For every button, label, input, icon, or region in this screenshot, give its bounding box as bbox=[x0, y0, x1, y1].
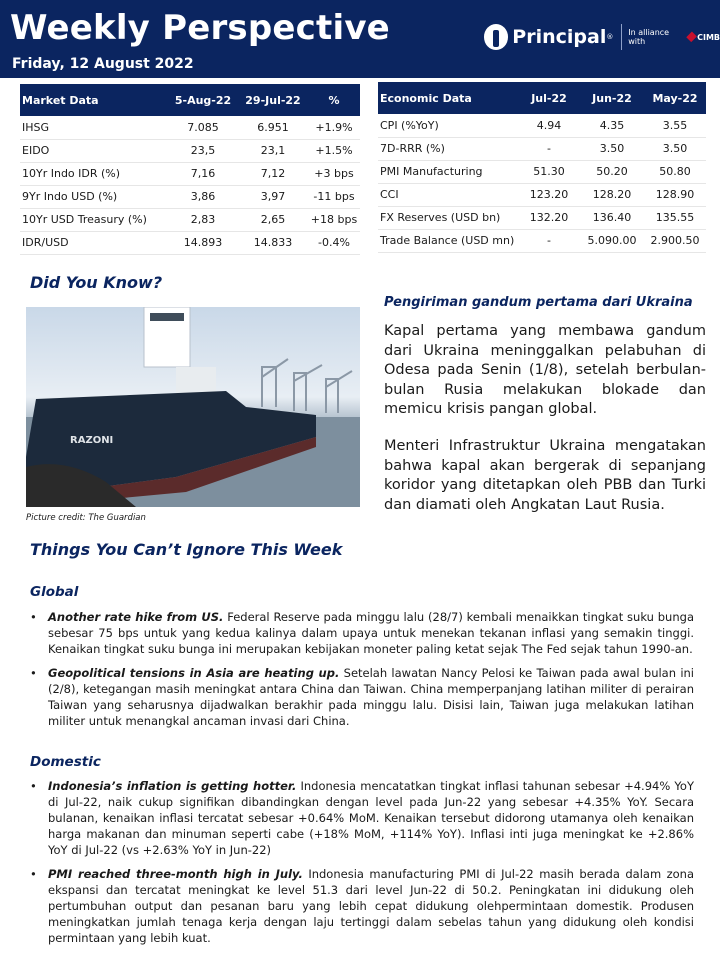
did-you-know-title: Did You Know? bbox=[30, 273, 163, 292]
table-header-row bbox=[20, 84, 360, 116]
ship-photo bbox=[26, 307, 360, 507]
table-cell: 10Yr Indo IDR (%) bbox=[20, 162, 168, 185]
table-cell: 4.94 bbox=[518, 114, 580, 137]
table-cell: +18 bps bbox=[308, 208, 360, 231]
table-cell: CPI (%YoY) bbox=[378, 114, 518, 137]
photo-credit: Picture credit: The Guardian bbox=[26, 513, 146, 523]
column-header: % bbox=[308, 84, 360, 116]
table-cell: 2,65 bbox=[238, 208, 308, 231]
article-paragraph-1: Kapal pertama yang membawa gandum dari Ukraina meninggalkan pelabuhan di Odesa pada Senin (1/8), setelah berbulan-bulan Rusia melakukan blokade dan memicu krisis pangan global. bbox=[384, 323, 706, 417]
table-row bbox=[378, 183, 706, 206]
alliance-text: In alliance with bbox=[628, 28, 670, 46]
column-header: Jun-22 bbox=[580, 82, 644, 114]
page-title: Weekly Perspective bbox=[10, 8, 390, 48]
table-cell: EIDO bbox=[20, 139, 168, 162]
table-cell: 128.90 bbox=[644, 183, 706, 206]
news-text: Indonesia mencatatkan tingkat inflasi tahunan sebesar +4.94% YoY di Jul-22, naik cukup signifikan dibandingkan dengan level pada Jun-22 yang sebesar +4.35% YoY. Secara bulanan, kenaikan inflasi tercatat sebesar +0.64% MoM. Kenaikan tersebut didorong utamanya oleh kenaikan harga makanan dan minuman seperti cabe (+18% MoM, +114% YoY). Inflasi inti juga meningkat ke +2.86% YoY di Jul-22 (vs +2.63% YoY in Jun-22) bbox=[48, 779, 694, 857]
table-row bbox=[378, 229, 706, 252]
table-header-row bbox=[378, 82, 706, 114]
cimb-logo-icon bbox=[686, 32, 697, 43]
table-row bbox=[20, 139, 360, 162]
table-cell: 9Yr Indo USD (%) bbox=[20, 185, 168, 208]
table-row bbox=[378, 114, 706, 137]
economic-data-table bbox=[378, 82, 706, 253]
list-item bbox=[30, 665, 694, 729]
domestic-subtitle: Domestic bbox=[30, 754, 101, 770]
table-cell: Trade Balance (USD mn) bbox=[378, 229, 518, 252]
table-row bbox=[20, 185, 360, 208]
table-cell: 7D-RRR (%) bbox=[378, 137, 518, 160]
table-row bbox=[20, 162, 360, 185]
logo-divider bbox=[621, 24, 622, 50]
table-cell: -0.4% bbox=[308, 231, 360, 254]
domestic-news-list bbox=[30, 778, 694, 954]
news-text: Indonesia manufacturing PMI di Jul-22 masih berada dalam zona ekspansi dan tercatat meningkat ke level 51.3 dari level Jun-22 di 50.2. Peningkatan ini didukung oleh pertumbuhan output dan pesanan baru yang lebih cepat didukung olehpermintaan domestik. Produsen meningkatkan jumlah tenaga kerja dengan laju tertinggi dalam sebelas tahun yang didukung oleh kondisi permintaan yang lebih kuat. bbox=[48, 867, 695, 945]
news-lead: PMI reached three-month high in July. bbox=[48, 867, 303, 881]
column-header: 29-Jul-22 bbox=[238, 84, 308, 116]
table-cell: 3.50 bbox=[580, 137, 644, 160]
column-header: Jul-22 bbox=[518, 82, 580, 114]
table-cell: +1.9% bbox=[308, 116, 360, 139]
principal-logo-icon bbox=[484, 24, 508, 50]
news-lead: Geopolitical tensions in Asia are heating up. bbox=[48, 666, 340, 680]
table-row bbox=[20, 116, 360, 139]
table-cell: 3,97 bbox=[238, 185, 308, 208]
table-cell: 50.20 bbox=[580, 160, 644, 183]
table-cell: PMI Manufacturing bbox=[378, 160, 518, 183]
table-cell: CCI bbox=[378, 183, 518, 206]
table-cell: 10Yr USD Treasury (%) bbox=[20, 208, 168, 231]
news-lead: Indonesia’s inflation is getting hotter. bbox=[48, 779, 297, 793]
table-cell: - bbox=[518, 229, 580, 252]
table-cell: 7,16 bbox=[168, 162, 238, 185]
table-cell: 6.951 bbox=[238, 116, 308, 139]
cimb-name: CIMB bbox=[697, 32, 720, 42]
principal-logo bbox=[484, 20, 720, 54]
table-cell: 2,83 bbox=[168, 208, 238, 231]
table-cell: IHSG bbox=[20, 116, 168, 139]
things-section-title: Things You Can’t Ignore This Week bbox=[30, 540, 343, 559]
table-cell: 23,1 bbox=[238, 139, 308, 162]
table-cell: +1.5% bbox=[308, 139, 360, 162]
table-cell: 23,5 bbox=[168, 139, 238, 162]
column-header: 5-Aug-22 bbox=[168, 84, 238, 116]
logo-name: Principal bbox=[512, 26, 607, 48]
global-subtitle: Global bbox=[30, 584, 79, 600]
table-cell: 51.30 bbox=[518, 160, 580, 183]
news-lead: Another rate hike from US. bbox=[48, 610, 224, 624]
table-cell: 14.833 bbox=[238, 231, 308, 254]
logo-registered-mark: ® bbox=[606, 33, 614, 41]
table-cell: 3.50 bbox=[644, 137, 706, 160]
table-row bbox=[378, 137, 706, 160]
table-cell: 3,86 bbox=[168, 185, 238, 208]
table-cell: 5.090.00 bbox=[580, 229, 644, 252]
table-cell: -11 bps bbox=[308, 185, 360, 208]
market-data-table bbox=[20, 84, 360, 255]
list-item bbox=[30, 778, 694, 858]
table-cell: +3 bps bbox=[308, 162, 360, 185]
table-cell: 2.900.50 bbox=[644, 229, 706, 252]
list-item bbox=[30, 609, 694, 657]
article-title: Pengiriman gandum pertama dari Ukraina bbox=[384, 295, 693, 310]
table-cell: 136.40 bbox=[580, 206, 644, 229]
ship-illustration bbox=[26, 307, 360, 507]
table-cell: 3.55 bbox=[644, 114, 706, 137]
table-row bbox=[378, 206, 706, 229]
table-cell: 7,12 bbox=[238, 162, 308, 185]
report-date: Friday, 12 August 2022 bbox=[12, 56, 194, 72]
table-cell: - bbox=[518, 137, 580, 160]
table-cell: 128.20 bbox=[580, 183, 644, 206]
table-row bbox=[378, 160, 706, 183]
column-header: May-22 bbox=[644, 82, 706, 114]
table-cell: 14.893 bbox=[168, 231, 238, 254]
table-cell: 7.085 bbox=[168, 116, 238, 139]
table-cell: FX Reserves (USD bn) bbox=[378, 206, 518, 229]
table-cell: IDR/USD bbox=[20, 231, 168, 254]
table-cell: 132.20 bbox=[518, 206, 580, 229]
global-news-list bbox=[30, 609, 694, 737]
table-cell: 50.80 bbox=[644, 160, 706, 183]
table-cell: 123.20 bbox=[518, 183, 580, 206]
table-row bbox=[20, 231, 360, 254]
header-banner bbox=[0, 0, 720, 78]
article-paragraph-2: Menteri Infrastruktur Ukraina mengatakan bahwa kapal akan bergerak di sepanjang koridor yang ditetapkan oleh PBB dan Turki dan diamati oleh Angkatan Laut Rusia. bbox=[384, 438, 706, 513]
column-header: Market Data bbox=[20, 84, 168, 116]
list-item bbox=[30, 866, 694, 946]
news-text: Federal Reserve pada minggu lalu (28/7) kembali menaikkan tingkat suku bunga sebesar 75 bps untuk yang kedua kalinya dalam upaya untuk menekan tekanan inflasi yang semakin tinggi. Kenaikan tingkat suku bunga ini merupakan kebijakan moneter paling ketat sejak The Fed sejak tahun 1990-an. bbox=[48, 610, 694, 656]
table-cell: 4.35 bbox=[580, 114, 644, 137]
column-header: Economic Data bbox=[378, 82, 518, 114]
table-cell: 135.55 bbox=[644, 206, 706, 229]
ship-name-label: RAZONI bbox=[70, 435, 114, 446]
port-cranes bbox=[262, 359, 352, 413]
table-row bbox=[20, 208, 360, 231]
news-text: Setelah lawatan Nancy Pelosi ke Taiwan pada awal bulan ini (2/8), ketegangan masih meningkat antara China dan Taiwan. China memperpanjang latihan militer di perairan Taiwan yang seharusnya dijadwalkan berakhir pada minggu lalu. Disisi lain, Taiwan juga melakukan latihan militer untuk menangkal ancaman invasi dari China. bbox=[48, 666, 694, 728]
